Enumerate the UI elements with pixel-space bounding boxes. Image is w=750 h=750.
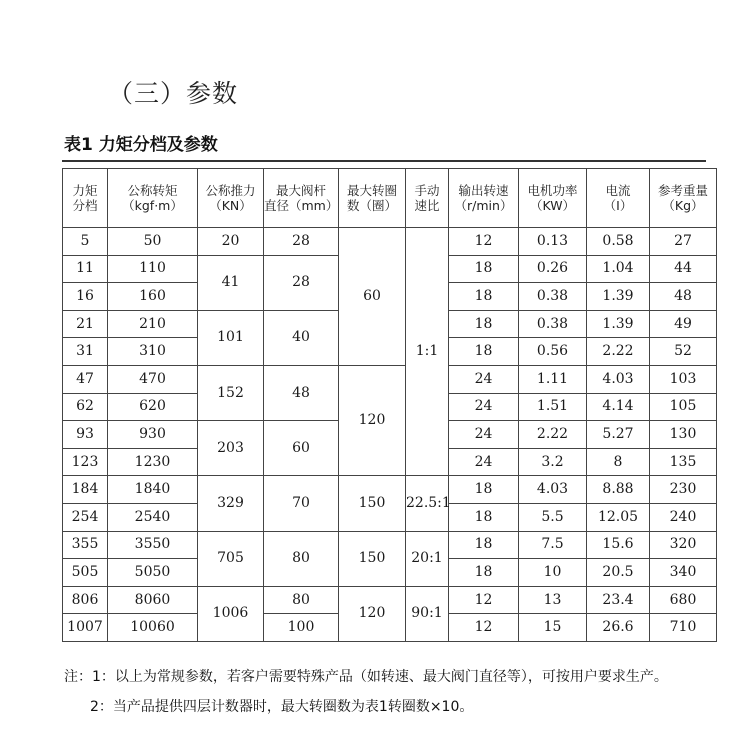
cell-current: 0.58: [587, 228, 650, 256]
table-row: [63, 586, 717, 614]
header-motor-power: 电机功率 （KW）: [519, 169, 587, 228]
header-thrust: 公称推力 （KN）: [198, 169, 264, 228]
cell-speed: 12: [449, 228, 519, 256]
cell-turns: 60: [339, 228, 406, 366]
header-gear: 力矩 分档: [63, 169, 108, 228]
header-stem-diameter: 最大阀杆 直径（mm）: [264, 169, 339, 228]
cell-weight: 680: [650, 586, 717, 614]
cell-torque: 210: [108, 310, 198, 338]
table-row: [63, 476, 717, 504]
cell-torque: 3550: [108, 531, 198, 559]
cell-power: 2.22: [519, 421, 587, 449]
cell-speed: 12: [449, 586, 519, 614]
cell-current: 8: [587, 448, 650, 476]
cell-ratio: 22.5:1: [406, 476, 449, 531]
cell-weight: 340: [650, 559, 717, 587]
cell-current: 1.39: [587, 310, 650, 338]
cell-gear: 31: [63, 338, 108, 366]
cell-power: 13: [519, 586, 587, 614]
cell-stem: 70: [264, 476, 339, 531]
cell-speed: 18: [449, 283, 519, 311]
cell-thrust: 203: [198, 421, 264, 476]
cell-speed: 18: [449, 338, 519, 366]
cell-speed: 24: [449, 421, 519, 449]
table-row: [63, 531, 717, 559]
cell-stem: 100: [264, 614, 339, 642]
cell-stem: 80: [264, 531, 339, 586]
cell-weight: 240: [650, 503, 717, 531]
cell-gear: 254: [63, 503, 108, 531]
cell-current: 23.4: [587, 586, 650, 614]
cell-torque: 50: [108, 228, 198, 256]
cell-current: 1.04: [587, 255, 650, 283]
cell-ratio: 20:1: [406, 531, 449, 586]
cell-weight: 710: [650, 614, 717, 642]
cell-current: 4.03: [587, 365, 650, 393]
cell-speed: 18: [449, 310, 519, 338]
cell-power: 0.56: [519, 338, 587, 366]
cell-stem: 40: [264, 310, 339, 365]
cell-weight: 103: [650, 365, 717, 393]
cell-thrust: 41: [198, 255, 264, 310]
header-weight: 参考重量 （Kg）: [650, 169, 717, 228]
cell-gear: 1007: [63, 614, 108, 642]
cell-power: 3.2: [519, 448, 587, 476]
cell-power: 15: [519, 614, 587, 642]
cell-power: 4.03: [519, 476, 587, 504]
cell-power: 0.13: [519, 228, 587, 256]
cell-power: 0.38: [519, 310, 587, 338]
cell-speed: 18: [449, 531, 519, 559]
cell-stem: 60: [264, 421, 339, 476]
cell-weight: 49: [650, 310, 717, 338]
cell-current: 1.39: [587, 283, 650, 311]
cell-turns: 120: [339, 586, 406, 641]
cell-current: 2.22: [587, 338, 650, 366]
cell-power: 1.51: [519, 393, 587, 421]
cell-torque: 1230: [108, 448, 198, 476]
cell-torque: 110: [108, 255, 198, 283]
cell-gear: 184: [63, 476, 108, 504]
table-row: [63, 365, 717, 393]
section-title: （三）参数: [108, 79, 239, 108]
cell-gear: 505: [63, 559, 108, 587]
cell-torque: 1840: [108, 476, 198, 504]
cell-torque: 5050: [108, 559, 198, 587]
cell-current: 12.05: [587, 503, 650, 531]
cell-torque: 930: [108, 421, 198, 449]
cell-torque: 8060: [108, 586, 198, 614]
cell-gear: 47: [63, 365, 108, 393]
header-current: 电流 （I）: [587, 169, 650, 228]
note-1: 注：1：以上为常规参数，若客户需要特殊产品（如转速、最大阀门直径等），可按用户要求生产。: [64, 669, 668, 685]
table-row: [63, 228, 717, 256]
cell-gear: 355: [63, 531, 108, 559]
top-rule: [62, 160, 706, 162]
cell-gear: 11: [63, 255, 108, 283]
notes: [64, 662, 668, 722]
cell-stem: 80: [264, 586, 339, 614]
cell-gear: 62: [63, 393, 108, 421]
cell-speed: 18: [449, 559, 519, 587]
cell-power: 1.11: [519, 365, 587, 393]
cell-gear: 123: [63, 448, 108, 476]
cell-torque: 160: [108, 283, 198, 311]
cell-power: 0.26: [519, 255, 587, 283]
cell-gear: 806: [63, 586, 108, 614]
cell-thrust: 20: [198, 228, 264, 256]
cell-speed: 18: [449, 503, 519, 531]
cell-current: 15.6: [587, 531, 650, 559]
cell-torque: 10060: [108, 614, 198, 642]
cell-ratio: 90:1: [406, 586, 449, 641]
header-max-turns: 最大转圈 数（圈）: [339, 169, 406, 228]
cell-thrust: 101: [198, 310, 264, 365]
table-header-row: [63, 169, 717, 228]
cell-torque: 2540: [108, 503, 198, 531]
cell-speed: 18: [449, 255, 519, 283]
cell-current: 4.14: [587, 393, 650, 421]
cell-weight: 105: [650, 393, 717, 421]
cell-current: 20.5: [587, 559, 650, 587]
cell-thrust: 1006: [198, 586, 264, 641]
cell-gear: 16: [63, 283, 108, 311]
cell-weight: 52: [650, 338, 717, 366]
cell-thrust: 152: [198, 365, 264, 420]
cell-gear: 93: [63, 421, 108, 449]
cell-gear: 21: [63, 310, 108, 338]
cell-power: 5.5: [519, 503, 587, 531]
cell-torque: 310: [108, 338, 198, 366]
cell-ratio: 1:1: [406, 228, 449, 476]
cell-torque: 620: [108, 393, 198, 421]
cell-weight: 130: [650, 421, 717, 449]
header-manual-ratio: 手动 速比: [406, 169, 449, 228]
cell-speed: 24: [449, 365, 519, 393]
cell-torque: 470: [108, 365, 198, 393]
table-caption: 表1 力矩分档及参数: [64, 135, 218, 155]
note-2: 2：当产品提供四层计数器时，最大转圈数为表1转圈数×10。: [90, 699, 474, 715]
cell-turns: 150: [339, 476, 406, 531]
cell-stem: 48: [264, 365, 339, 420]
cell-speed: 18: [449, 476, 519, 504]
cell-current: 8.88: [587, 476, 650, 504]
parameter-table: [62, 168, 717, 642]
cell-turns: 120: [339, 365, 406, 475]
cell-power: 10: [519, 559, 587, 587]
cell-weight: 230: [650, 476, 717, 504]
header-torque: 公称转矩 （kgf·m）: [108, 169, 198, 228]
cell-weight: 135: [650, 448, 717, 476]
cell-current: 26.6: [587, 614, 650, 642]
cell-speed: 24: [449, 393, 519, 421]
header-output-speed: 输出转速 （r/min）: [449, 169, 519, 228]
cell-thrust: 329: [198, 476, 264, 531]
cell-turns: 150: [339, 531, 406, 586]
cell-current: 5.27: [587, 421, 650, 449]
cell-weight: 27: [650, 228, 717, 256]
cell-stem: 28: [264, 255, 339, 310]
cell-weight: 48: [650, 283, 717, 311]
cell-thrust: 705: [198, 531, 264, 586]
cell-stem: 28: [264, 228, 339, 256]
cell-weight: 44: [650, 255, 717, 283]
cell-power: 0.38: [519, 283, 587, 311]
cell-speed: 12: [449, 614, 519, 642]
cell-weight: 320: [650, 531, 717, 559]
cell-gear: 5: [63, 228, 108, 256]
cell-speed: 24: [449, 448, 519, 476]
cell-power: 7.5: [519, 531, 587, 559]
